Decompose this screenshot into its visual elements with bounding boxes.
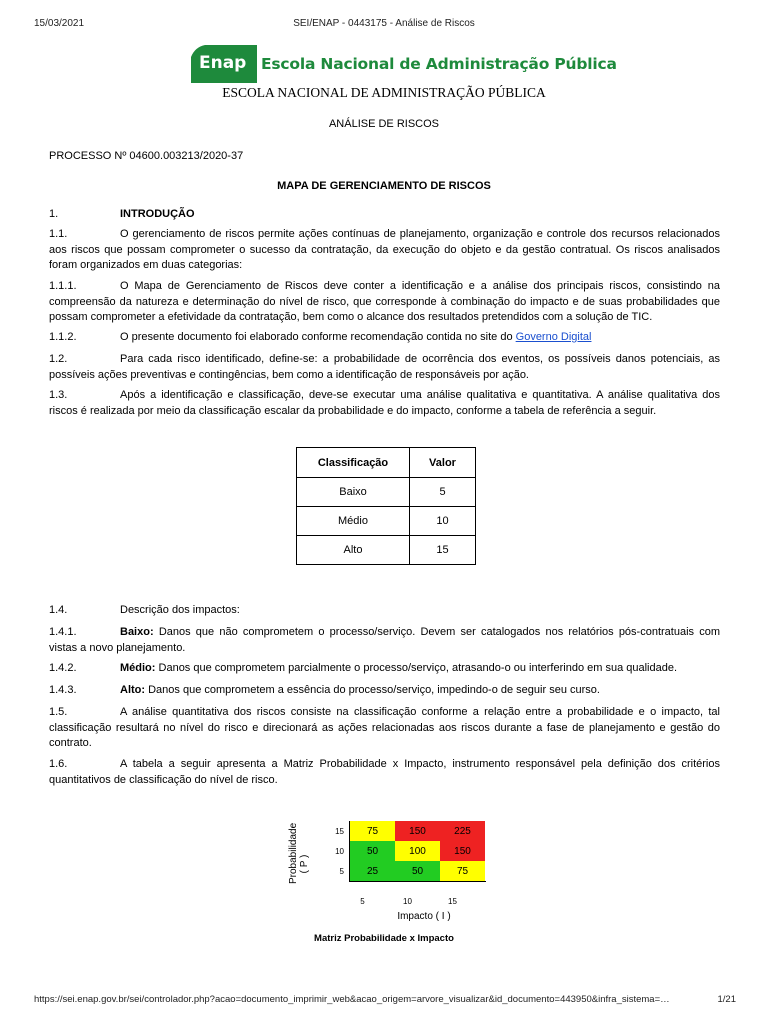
paragraph-1-1 [49,227,720,274]
paragraph-text: O Mapa de Gerenciamento de Riscos deve conter a identificação e a análise dos principais riscos, consistindo na compreensão da natureza e determinação do nível de risco, que corresponde à combinação do impacto e de suas probabilidades que possam comprometer a efetividade da contratação, bem como o alcance dos resultados pretendidos com a solução de TIC. [49,280,720,323]
classification-table [296,447,476,565]
paragraph-number: 1.2. [49,353,68,365]
paragraph-number: 1.1. [49,228,68,240]
paragraph-number: 1.6. [49,758,68,770]
impact-label: Médio: [120,662,156,674]
matrix-y-axis-label: Probabilidade ( P ) [288,822,310,884]
probability-impact-matrix [288,818,494,948]
matrix-x-tick: 5 [360,897,365,906]
paragraph-text: Danos que comprometem parcialmente o processo/serviço, atrasando-o ou interferindo em sua qualidade. [155,662,678,674]
process-number: PROCESSO Nº 04600.003213/2020-37 [49,150,244,162]
paragraph-number: 1.4.2. [49,662,77,674]
paragraph-1-4-2 [49,661,720,677]
paragraph-1-1-2 [49,330,720,346]
paragraph-number: 1.3. [49,389,68,401]
section-1 [49,207,720,223]
institution-name: ESCOLA NACIONAL DE ADMINISTRAÇÃO PÚBLICA [222,85,546,100]
matrix-cell: 150 [440,841,485,861]
governo-digital-link[interactable]: Governo Digital [515,331,592,343]
page-number: 1/21 [717,994,736,1005]
table-header: Valor [410,448,476,478]
paragraph-text: O gerenciamento de riscos permite ações contínuas de planejamento, organização e controle dos recursos relacionados aos riscos que possam comprometer o sucesso da contratação, da execução do objeto e da gestão contratual. Os riscos analisados foram organizados em duas categorias: [49,228,720,271]
paragraph-text: Descrição dos impactos: [120,604,240,616]
paragraph-number: 1.1.1. [49,280,77,292]
paragraph-text: Para cada risco identificado, define-se: a probabilidade de ocorrência dos eventos, os possíveis danos potenciais, as possíveis ações preventivas e contingências, bem como a identificação de responsáveis por ação. [49,353,720,381]
enap-logo-mark [191,45,257,83]
enap-logo-mark-text: Enap [199,53,247,73]
paragraph-number: 1.1.2. [49,331,77,343]
paragraph-text: Após a identificação e classificação, deve-se executar uma análise qualitativa e quantitativa. A análise qualitativa dos riscos é realizada por meio da classificação escalar da probabilidade e do impacto, conforme a tabela de referência a seguir. [49,389,720,417]
paragraph-text: Danos que comprometem a essência do processo/serviço, impedindo-o de seguir seu curso. [145,684,600,696]
matrix-cell: 75 [440,861,485,881]
table-cell: Alto [297,536,410,565]
paragraph-number: 1.4.3. [49,684,77,696]
matrix-cell: 75 [350,821,395,841]
matrix-cell: 50 [395,861,440,881]
matrix-cell: 225 [440,821,485,841]
print-date: 15/03/2021 [34,18,85,29]
table-cell: 15 [410,536,476,565]
matrix-x-tick: 10 [403,897,412,906]
matrix-cell: 50 [350,841,395,861]
document-title: ANÁLISE DE RISCOS [328,118,440,130]
table-row [297,478,476,507]
table-header: Classificação [297,448,410,478]
matrix-y-tick: 10 [335,847,344,856]
paragraph-number: 1.4. [49,604,68,616]
paragraph-text: Danos que não comprometem o processo/serviço. Devem ser catalogados nos relatórios pós-contratuais com vistas a novo planejamento. [49,626,720,654]
paragraph-1-1-1 [49,279,720,326]
print-title: SEI/ENAP - 0443175 - Análise de Riscos [293,18,475,29]
paragraph-number: 1.4.1. [49,626,77,638]
table-row [297,507,476,536]
paragraph-number: 1.5. [49,706,68,718]
paragraph-1-3 [49,388,720,419]
matrix-caption: Matriz Probabilidade x Impacto [314,933,454,944]
paragraph-text: A análise quantitativa dos riscos consiste na classificação conforme a relação entre a probabilidade e o impacto, tal classificação resultará no nível do risco e direcionará as ações relacionadas aos riscos durante a fase de planejamento e gestão do contrato. [49,706,720,749]
section-number: 1. [49,208,59,220]
section-title: MAPA DE GERENCIAMENTO DE RISCOS [277,180,491,192]
paragraph-1-4 [49,603,720,619]
enap-logo [191,45,617,83]
enap-logo-name: Escola Nacional de Administração Pública [261,55,617,73]
matrix-cell: 25 [350,861,395,881]
table-cell: 10 [410,507,476,536]
table-row [297,536,476,565]
paragraph-1-5 [49,705,720,752]
paragraph-1-6 [49,757,720,788]
matrix-x-tick: 15 [448,897,457,906]
impact-label: Alto: [120,684,146,696]
table-cell: Baixo [297,478,410,507]
paragraph-1-4-1 [49,625,720,656]
table-cell: Médio [297,507,410,536]
matrix-cell: 150 [395,821,440,841]
paragraph-text: O presente documento foi elaborado conforme recomendação contida no site do [120,331,516,343]
matrix-x-axis-label: Impacto ( I ) [397,911,451,922]
matrix-y-tick: 5 [339,867,344,876]
section-heading: INTRODUÇÃO [120,208,195,220]
table-cell: 5 [410,478,476,507]
paragraph-text: A tabela a seguir apresenta a Matriz Probabilidade x Impacto, instrumento responsável pela definição dos critérios quantitativos de classificação do nível de risco. [49,758,720,786]
matrix-y-tick: 15 [335,827,344,836]
matrix-cell: 100 [395,841,440,861]
impact-label: Baixo: [120,626,154,638]
table-header-row [297,448,476,478]
print-url: https://sei.enap.gov.br/sei/controlador.php?acao=documento_imprimir_web&acao_origem=arvore_visualizar&id_documento=443950&infra_sistema=… [34,994,670,1005]
paragraph-1-4-3 [49,683,720,699]
paragraph-1-2 [49,352,720,383]
